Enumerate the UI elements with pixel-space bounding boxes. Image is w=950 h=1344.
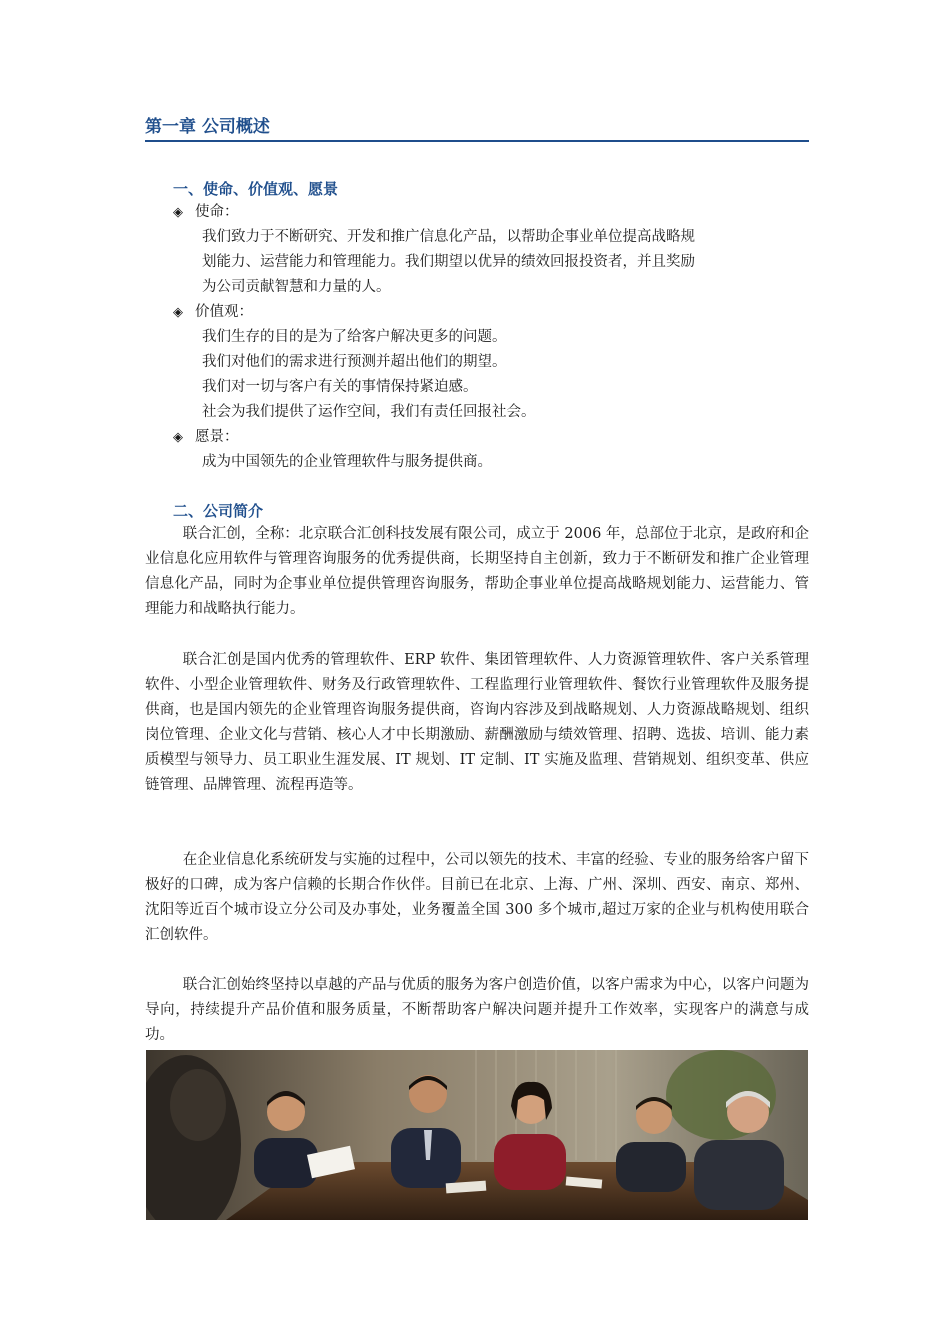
bullet-vision: [173, 425, 239, 450]
vision-line: 成为中国领先的企业管理软件与服务提供商。: [202, 454, 492, 470]
bullet-mission: [173, 200, 239, 225]
diamond-bullet-icon: ◈: [173, 205, 183, 220]
profile-paragraph: 在企业信息化系统研发与实施的过程中，公司以领先的技术、丰富的经验、专业的服务给客户留下极好的口碑，成为客户信赖的长期合作伙伴。目前已在北京、上海、广州、深圳、西安、南京、郑州、沈阳等近百个城市设立分公司及办事处，业务覆盖全国 300 多个城市,超过万家的企业与机构使用联合汇创软件。: [145, 852, 809, 943]
bullet-label: 愿景：: [195, 429, 239, 445]
profile-paragraph: 联合汇创是国内优秀的管理软件、ERP 软件、集团管理软件、人力资源管理软件、客户关系管理软件、小型企业管理软件、财务及行政管理软件、工程监理行业管理软件、餐饮行业管理软件及服务提供商，也是国内领先的企业管理咨询服务提供商，咨询内容涉及到战略规划、人力资源战略规划、组织岗位管理、企业文化与营销、核心人才中长期激励、薪酬激励与绩效管理、招聘、选拔、培训、能力素质模型与领导力、员工职业生涯发展、IT 规划、IT 定制、IT 实施及监理、营销规划、组织变革、供应链管理、品牌管理、流程再造等。: [145, 652, 809, 793]
bullet-label: 价值观：: [195, 304, 253, 320]
bullet-values: [173, 300, 253, 325]
mission-line: 为公司贡献智慧和力量的人。: [202, 279, 391, 295]
values-line: 我们对一切与客户有关的事情保持紧迫感。: [202, 379, 478, 395]
profile-paragraph: 联合汇创始终坚持以卓越的产品与优质的服务为客户创造价值，以客户需求为中心，以客户问题为导向，持续提升产品价值和服务质量，不断帮助客户解决问题并提升工作效率，实现客户的满意与成功。: [145, 977, 809, 1043]
chapter-title: 第一章 公司概述: [145, 114, 809, 142]
mission-line: 划能力、运营能力和管理能力。我们期望以优异的绩效回报投资者，并且奖励: [202, 254, 695, 270]
section-heading-mission: 一、使命、价值观、愿景: [173, 180, 339, 198]
mission-line: 我们致力于不断研究、开发和推广信息化产品，以帮助企事业单位提高战略规: [202, 229, 695, 245]
diamond-bullet-icon: ◈: [173, 305, 183, 320]
profile-paragraph: 联合汇创，全称：北京联合汇创科技发展有限公司，成立于 2006 年，总部位于北京，是政府和企业信息化应用软件与管理咨询服务的优秀提供商，长期坚持自主创新，致力于不断研发和推广企业管理信息化产品，同时为企事业单位提供管理咨询服务，帮助企事业单位提高战略规划能力、运营能力、管理能力和战略执行能力。: [145, 526, 809, 617]
values-line: 我们生存的目的是为了给客户解决更多的问题。: [202, 329, 507, 345]
values-line: 社会为我们提供了运作空间，我们有责任回报社会。: [202, 404, 536, 420]
diamond-bullet-icon: ◈: [173, 430, 183, 445]
business-meeting-photo: [146, 1050, 808, 1220]
bullet-label: 使命：: [195, 204, 239, 220]
values-line: 我们对他们的需求进行预测并超出他们的期望。: [202, 354, 507, 370]
section-heading-profile: 二、公司简介: [173, 502, 264, 520]
